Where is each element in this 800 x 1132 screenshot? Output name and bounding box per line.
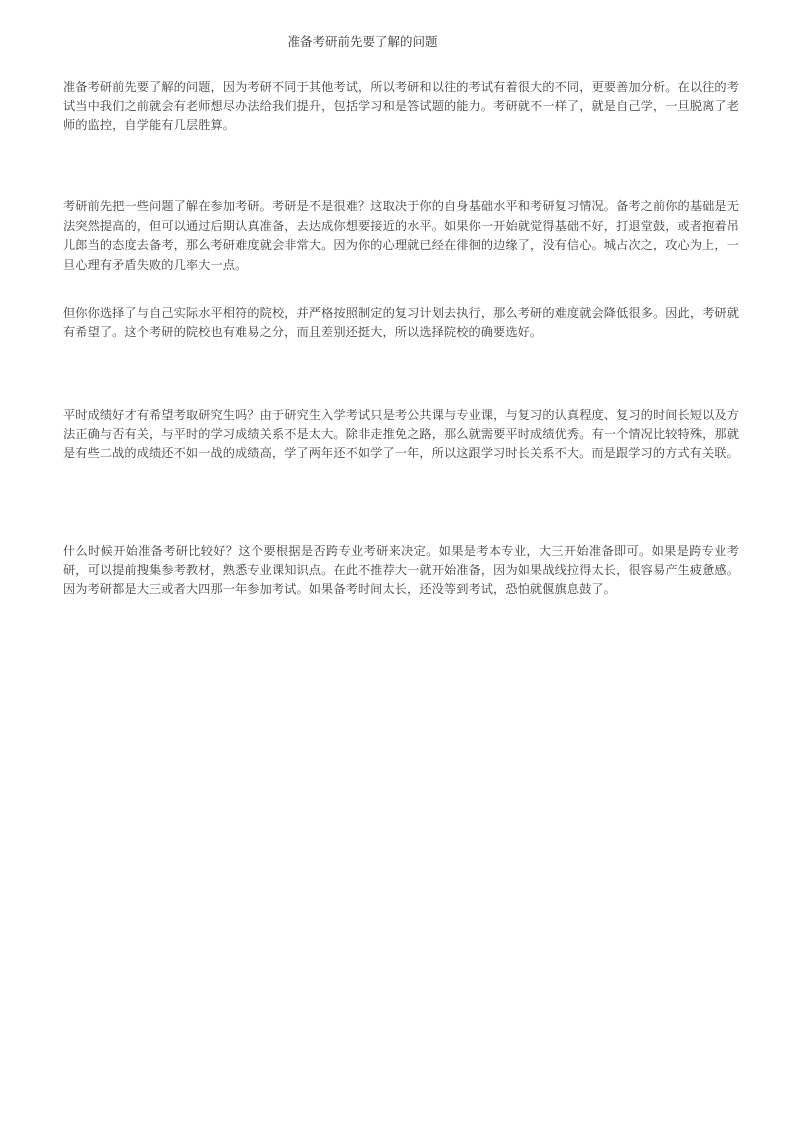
paragraph-1: 准备考研前先要了解的问题，因为考研不同于其他考试，所以考研和以往的考试有着很大的不同，更要善加分析。在以往的考试当中我们之前就会有老师想尽办法给我们提升，包括学习和是答试题的能力。考研就不一样了，就是自己学，一旦脱离了老师的监控，自学能有几层胜算。 bbox=[63, 80, 739, 132]
document-title: 准备考研前先要了解的问题 bbox=[287, 34, 438, 49]
paragraph-2: 考研前先把一些问题了解在参加考研。考研是不是很难？这取决于你的自身基础水平和考研复习情况。备考之前你的基础是无法突然提高的，但可以通过后期认真准备，去达成你想要接近的水平。如果你一开始就觉得基础不好，打退堂鼓，或者抱着吊儿郎当的态度去备考，那么考研难度就会非常大。因为你的心理就已经在徘徊的边缘了，没有信心。城占次之，攻心为上，一旦心理有矛盾失败的几率大一点。 bbox=[63, 199, 739, 272]
paragraph-4: 平时成绩好才有希望考取研究生吗？由于研究生入学考试只是考公共课与专业课，与复习的认真程度、复习的时间长短以及方法正确与否有关，与平时的学习成绩关系不是太大。除非走推免之路，那么就需要平时成绩优秀。有一个情况比较特殊，那就是有些二战的成绩还不如一战的成绩高，学了两年还不如学了一年，所以这跟学习时长关系不大。而是跟学习的方式有关联。 bbox=[63, 408, 739, 460]
paragraph-3: 但你你选择了与自己实际水平相符的院校，并严格按照制定的复习计划去执行，那么考研的难度就会降低很多。因此，考研就有希望了。这个考研的院校也有难易之分，而且差别还挺大，所以选择院校的确要选好。 bbox=[63, 306, 739, 339]
paragraph-5: 什么时候开始准备考研比较好？这个要根据是否跨专业考研来决定。如果是考本专业，大三开始准备即可。如果是跨专业考研，可以提前搜集参考教材，熟悉专业课知识点。在此不推荐大一就开始准备，因为如果战线拉得太长，很容易产生疲惫感。因为考研都是大三或者大四那一年参加考试。如果备考时间太长，还没等到考试，恐怕就偃旗息鼓了。 bbox=[63, 544, 739, 596]
